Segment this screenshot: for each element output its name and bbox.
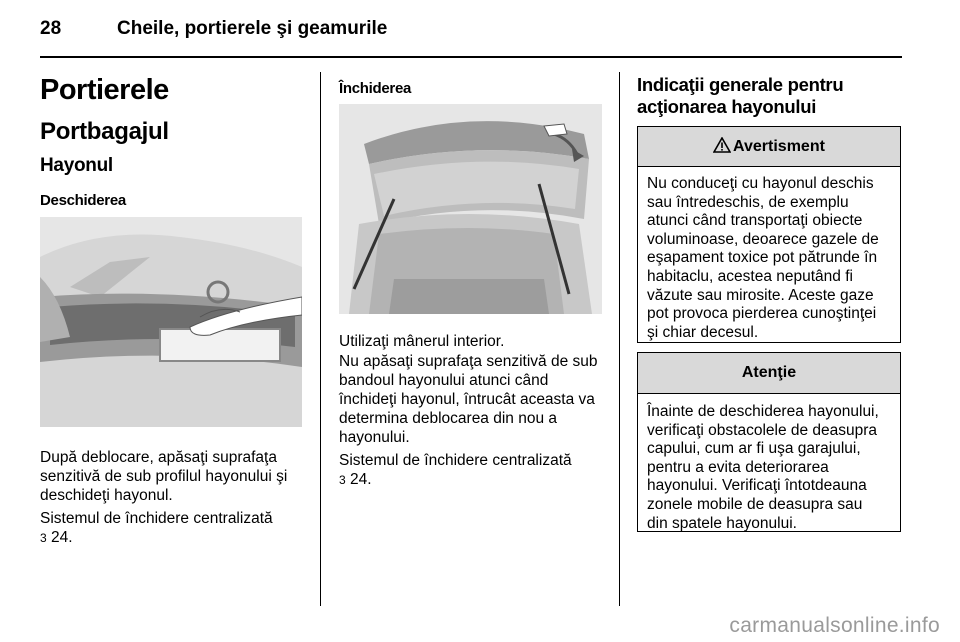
- caution-line: verificaţi obstacolele de deasupra: [647, 421, 878, 439]
- opening-paragraph: [40, 448, 315, 505]
- paragraph-line: determina deblocarea din nou a: [339, 410, 558, 427]
- closing-instruction: Utilizaţi mânerul interior.: [339, 333, 505, 350]
- warning-line: Nu conduceţi cu hayonul deschis: [647, 175, 874, 192]
- caution-line: capului, cum ar fi uşa garajului,: [647, 440, 861, 458]
- warning-text: [638, 167, 900, 342]
- caution-line: din spatele hayonului.: [647, 514, 797, 532]
- opening-heading: Deschiderea: [40, 192, 126, 209]
- tailgate-closing-illustration-icon: [339, 104, 602, 314]
- caution-line: pentru a evita deteriorarea: [647, 458, 829, 476]
- heading-line: Indicaţii generale pentru: [637, 74, 844, 95]
- closing-cross-reference: [339, 451, 614, 490]
- closing-paragraph: [339, 352, 614, 447]
- paragraph-line: hayonului.: [339, 429, 410, 446]
- warning-line: văzute sau mirosite. Aceste gaze: [647, 286, 874, 304]
- paragraph-line: deschideţi hayonul.: [40, 487, 173, 504]
- caution-text: [638, 394, 900, 533]
- paragraph-line: Nu apăsaţi suprafaţa senzitivă de sub: [339, 353, 598, 370]
- warning-line: sau întredeschis, de exemplu: [647, 193, 849, 211]
- caution-line: zonele mobile de deasupra sau: [647, 495, 863, 513]
- caution-line: Înainte de deschiderea hayonului,: [647, 403, 879, 420]
- paragraph-line: închideţi hayonul, întrucât aceasta va: [339, 391, 595, 408]
- warning-line: şi chiar decesul.: [647, 323, 759, 341]
- warning-box-header: [638, 127, 900, 167]
- xref-page: 24.: [345, 471, 372, 488]
- tailgate-opening-illustration-icon: [40, 217, 302, 427]
- warning-line: voluminoase, deoarece gazele de: [647, 230, 879, 248]
- opening-cross-reference: [40, 509, 315, 548]
- caution-box: [637, 352, 901, 532]
- column-divider-1: [320, 72, 321, 606]
- xref-arrow-icon: 3: [40, 531, 47, 545]
- warning-box: [637, 126, 901, 343]
- xref-page-link[interactable]: [339, 470, 614, 490]
- chapter-title: Cheile, portierele şi geamurile: [117, 18, 388, 39]
- warning-line: eşapament toxice pot pătrunde în: [647, 249, 878, 267]
- column-divider-2: [619, 72, 620, 606]
- xref-label: Sistemul de închidere centralizată: [339, 452, 572, 469]
- site-watermark: carmanualsonline.info: [729, 614, 940, 637]
- xref-label: Sistemul de închidere centralizată: [40, 510, 273, 527]
- caution-title: Atenţie: [638, 353, 900, 394]
- tailgate-opening-figure: [40, 217, 302, 427]
- paragraph-line: bandoul hayonului atunci când: [339, 372, 549, 389]
- paragraph-line: După deblocare, apăsaţi suprafaţa: [40, 449, 277, 466]
- subsection-title: Hayonul: [40, 155, 113, 176]
- paragraph-line: senzitivă de sub profilul hayonului şi: [40, 468, 288, 485]
- xref-page: 24.: [46, 529, 73, 546]
- caution-line: hayonului. Verificaţi întotdeauna: [647, 477, 867, 495]
- warning-line: atunci când transportaţi obiecte: [647, 212, 863, 230]
- general-instructions-heading: [637, 74, 907, 118]
- warning-line: habitaclu, acestea neputând fi: [647, 267, 853, 285]
- warning-line: pot provoca pierderea cunoştinţei: [647, 305, 877, 323]
- page-number: 28: [40, 18, 62, 39]
- section-title: Portbagajul: [40, 118, 169, 145]
- xref-arrow-icon: 3: [339, 473, 346, 487]
- header-rule: [40, 56, 902, 58]
- warning-triangle-icon: [713, 129, 731, 168]
- xref-page-link[interactable]: [40, 528, 315, 548]
- warning-title: Avertisment: [733, 138, 825, 155]
- closing-heading: Închiderea: [339, 80, 412, 97]
- tailgate-closing-figure: [339, 104, 602, 314]
- heading-line: acţionarea hayonului: [637, 96, 817, 117]
- page-title: Portierele: [40, 74, 169, 106]
